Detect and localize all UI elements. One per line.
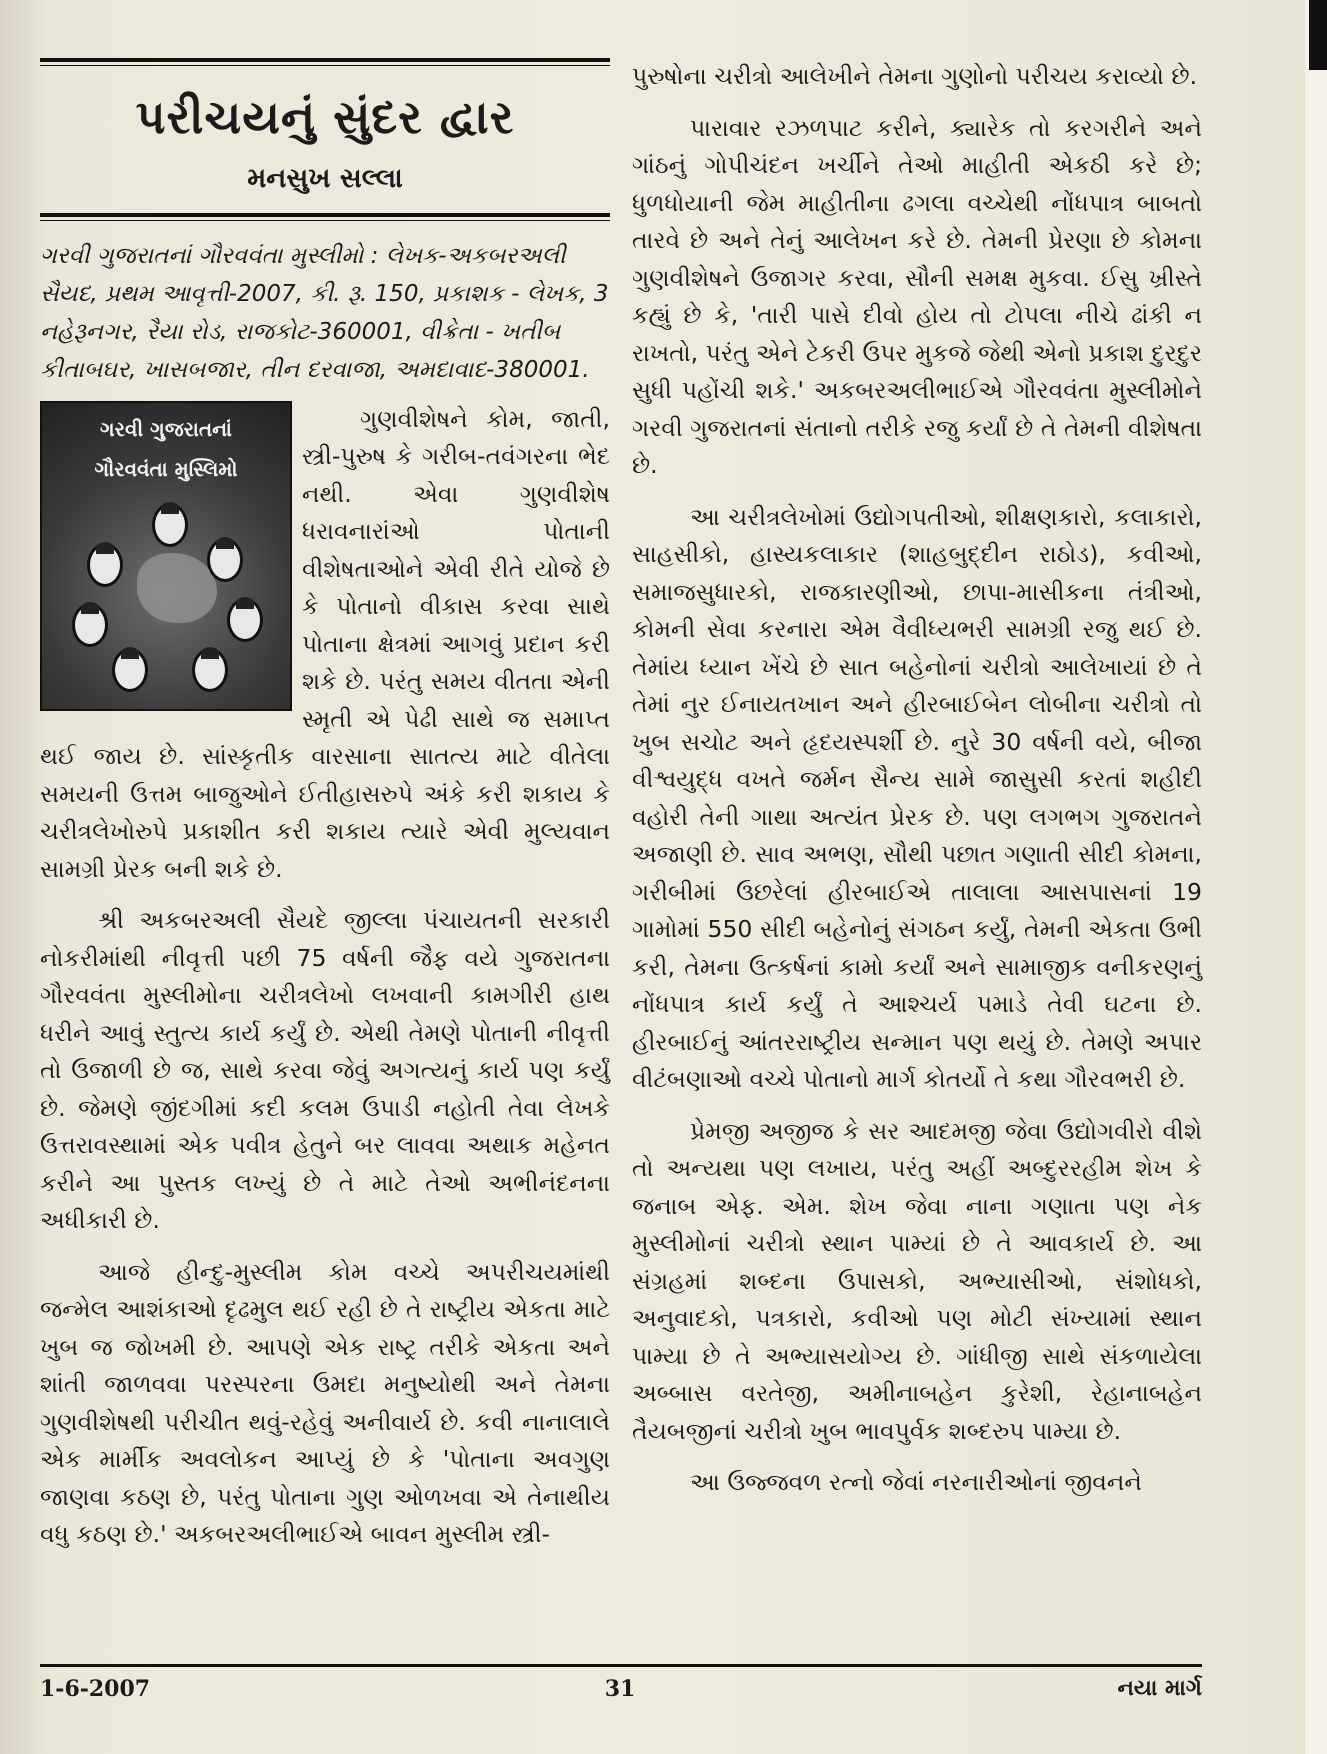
paragraph: આજે હીન્દુ-મુસ્લીમ કોમ વચ્ચે અપરીચયમાંથી જન્મેલ આશંકાઓ દૃઢમુલ થઈ રહી છે તે રાષ્ટ્રીય એકતા માટે ખુબ જ જોખમી છે. આપણે એક રાષ્ટ્ર તરીકે એકતા અને શાંતી જાળવવા પરસ્પરના ઉમદા મનુષ્યોથી અને તેમના ગુણવીશેષથી પરીચીત થવું-રહેવું અનીવાર્ય છે. કવી નાનાલાલે એક માર્મીક અવલોકન આપ્યું છે કે 'પોતાના અવગુણ જાણવા કઠણ છે, પરંતુ પોતાના ગુણ ઓળખવા એ તેનાથીય વધુ કઠણ છે.' અકબરઅલીભાઈએ બાવન મુસ્લીમ સ્ત્રી- <box>40 1257 610 1549</box>
paragraph: ગુણવીશેષને કોમ, જાતી, સ્ત્રી-પુરુષ કે ગરીબ-તવંગરના ભેદ નથી. એવા ગુણવીશેષ ધરાવનારાંઓ પોતાની વીશેષતાઓને એવી રીતે યોજે છે કે પોતાનો વીકાસ કરવા સાથે પોતાના ક્ષેત્રમાં આગવું પ્રદાન કરી શકે છે. પરંતુ સમય વીતતા એની સ્મૃતી એ પેઢી સાથે જ સમાપ્ત થઈ જાય છે. સાંસ્કૃતીક વારસાના સાતત્ય માટે વીતેલા સમયની ઉત્તમ બાજુઓને ઈતીહાસરુપે અંકે કરી શકાય કે ચરીત્રલેખોરુપે પ્રકાશીત કરી શકાય ત્યારે એવી મુલ્યવાન સામગ્રી પ્રેરક બની શકે છે. <box>40 404 610 883</box>
portrait-icon <box>152 503 188 547</box>
article-title: પરીચયનું સુંદર દ્વાર <box>135 90 515 144</box>
portrait-icon <box>227 598 263 642</box>
portrait-icon <box>87 543 123 587</box>
author-bottom-rule-thin <box>40 220 610 221</box>
paragraph: આ ચરીત્રલેખોમાં ઉદ્યોગપતીઓ, શીક્ષણકારો, કલાકારો, સાહસીકો, હાસ્યકલાકાર (શાહબુદ્દીન રાઠોડ), કવીઓ, સમાજસુધારકો, રાજકારણીઓ, છાપા-માસીકના તંત્રીઓ, કોમની સેવા કરનારા એમ વૈવીધ્યભરી સામગ્રી રજુ થઈ છે. તેમાંય ધ્યાન ખેંચે છે સાત બહેનોનાં ચરીત્રો આલેખાયાં છે તે તેમાં નુર ઈનાયતખાન અને હીરબાઈબેન લોબીના ચરીત્રો તો ખુબ સચોટ અને હૃદયસ્પર્શી છે. નુરે 30 વર્ષની વયે, બીજા વીશ્વયુદ્ધ વખતે જર્મન સૈન્ય સામે જાસુસી કરતાં શહીદી વહોરી તેની ગાથા અત્યંત પ્રેરક છે. પણ લગભગ ગુજરાતને અજાણી છે. સાવ અભણ, સૌથી પછાત ગણાતી સીદી કોમના, ગરીબીમાં ઉછરેલાં હીરબાઈએ તાલાલા આસપાસનાં 19 ગામોમાં 550 સીદી બહેનોનું સંગઠન કર્યું, તેમની એકતા ઉભી કરી, તેમના ઉત્કર્ષનાં કામો કર્યાં અને સામાજીક વનીકરણનું નોંધપાત્ર કાર્ય કર્યું તે આશ્ચર્ય પમાડે તેવી ઘટના છે. હીરબાઈનું આંતરરાષ્ટ્રીય સન્માન પણ થયું છે. તેમણે અપાર વીટંબણાઓ વચ્ચે પોતાનો માર્ગ કોતર્યો તે કથા ગૌરવભરી છે. <box>632 502 1202 1093</box>
portrait-icon <box>207 538 243 582</box>
footer-date: 1-6-2007 <box>40 1676 151 1702</box>
portrait-icon <box>192 648 228 692</box>
right-column <box>632 58 1202 1516</box>
paragraph: પારાવાર રઝળપાટ કરીને, ક્યારેક તો કરગરીને અને ગાંઠનું ગોપીચંદન ખર્ચીને તેઓ માહીતી એકઠી કરે છે; ધુળધોયાની જેમ માહીતીના ઢગલા વચ્ચેથી નોંધપાત્ર બાબતો તારવે છે અને તેનું આલેખન કરે છે. તેમની પ્રેરણા છે કોમના ગુણવીશેષને ઉજાગર કરવા, સૌની સમક્ષ મુકવા. ઈસુ ખ્રીસ્તે કહ્યું છે કે, 'તારી પાસે દીવો હોય તો ટોપલા નીચે ઢાંકી ન રાખતો, પરંતુ એને ટેકરી ઉપર મુકજે જેથી એનો પ્રકાશ દુરદુર સુધી પહોંચી શકે.' અકબરઅલીભાઈએ ગૌરવવંતા મુસ્લીમોને ગરવી ગુજરાતનાં સંતાનો તરીકે રજુ કર્યાં છે તે તેમની વીશેષતા છે. <box>632 113 1202 479</box>
paragraph: પુરુષોના ચરીત્રો આલેખીને તેમના ગુણોનો પરીચય કરાવ્યો છે. <box>632 62 1198 90</box>
gujarat-map-shape <box>137 553 217 623</box>
paragraph: શ્રી અકબરઅલી સૈયદે જીલ્લા પંચાયતની સરકારી નોકરીમાંથી નીવૃત્તી પછી 75 વર્ષની જૈફ વયે ગુજરાતના ગૌરવવંતા મુસ્લીમોના ચરીત્રલેખો લખવાની કામગીરી હાથ ધરીને આવું સ્તુત્ય કાર્ય કર્યું છે. એથી તેમણે પોતાની નીવૃત્તી તો ઉજાળી છે જ, સાથે કરવા જેવું અગત્યનું કાર્ય પણ કર્યું છે. જેમણે જીંદગીમાં કદી કલમ ઉપાડી નહોતી તેવા લેખકે ઉત્તરાવસ્થામાં એક પવીત્ર હેતુને બર લાવવા અથાક મહેનત કરીને આ પુસ્તક લખ્યું છે તે માટે તેઓ અભીનંદનના અધીકારી છે. <box>40 906 610 1235</box>
footer-rule <box>40 1664 1202 1667</box>
author-bottom-rule <box>40 213 610 217</box>
title-top-rule <box>40 58 610 62</box>
paragraph: આ ઉજ્જવળ રત્નો જેવાં નરનારીઓનાં જીવનને <box>690 1468 1142 1496</box>
book-cover-title-2: ગૌરવવંતા મુસ્લિમો <box>94 456 238 481</box>
portrait-icon <box>72 603 108 647</box>
article-author: મનસુખ સલ્લા <box>247 162 403 194</box>
portrait-icon <box>112 648 148 692</box>
book-cover-image <box>40 401 292 711</box>
left-column <box>40 58 610 1568</box>
book-cover-title-1: ગરવી ગુજરાતનાં <box>100 416 232 441</box>
page-number: 31 <box>604 1676 636 1702</box>
paragraph: પ્રેમજી અજીજ કે સર આદમજી જેવા ઉદ્યોગવીરો વીશે તો અન્યથા પણ લખાય, પરંતુ અહીં અબ્દુરરહીમ શેખ કે જનાબ એફ. એમ. શેખ જેવા નાના ગણાતા પણ નેક મુસ્લીમોનાં ચરીત્રો સ્થાન પામ્યાં છે તે આવકાર્ય છે. આ સંગ્રહમાં શબ્દના ઉપાસકો, અભ્યાસીઓ, સંશોધકો, અનુવાદકો, પત્રકારો, કવીઓ પણ મોટી સંખ્યામાં સ્થાન પામ્યા છે તે અભ્યાસયોગ્ય છે. ગાંધીજી સાથે સંકળાયેલા અબ્બાસ વરતેજી, અમીનાબહેન કુરેશી, રેહાનાબહેન તૈયબજીનાં ચરીત્રો ખુબ ભાવપુર્વક શબ્દરુપ પામ્યા છે. <box>632 1116 1202 1445</box>
page-edge <box>1305 0 1327 1754</box>
book-bibliography: ગરવી ગુજરાતનાં ગૌરવવંતા મુસ્લીમો : લેખક-અકબરઅલી સૈયદ, પ્રથમ આવૃત્તી-2007, કી. રૂ. 150, પ્રકાશક - લેખક, 3 નહેરૂનગર, રૈયા રોડ, રાજકોટ-360001, વીક્રેતા - ખતીબ કીતાબઘર, ખાસબજાર, તીન દરવાજા, અમદાવાદ-380001. <box>40 242 609 383</box>
magazine-name: નયા માર્ગ <box>1117 1676 1202 1701</box>
